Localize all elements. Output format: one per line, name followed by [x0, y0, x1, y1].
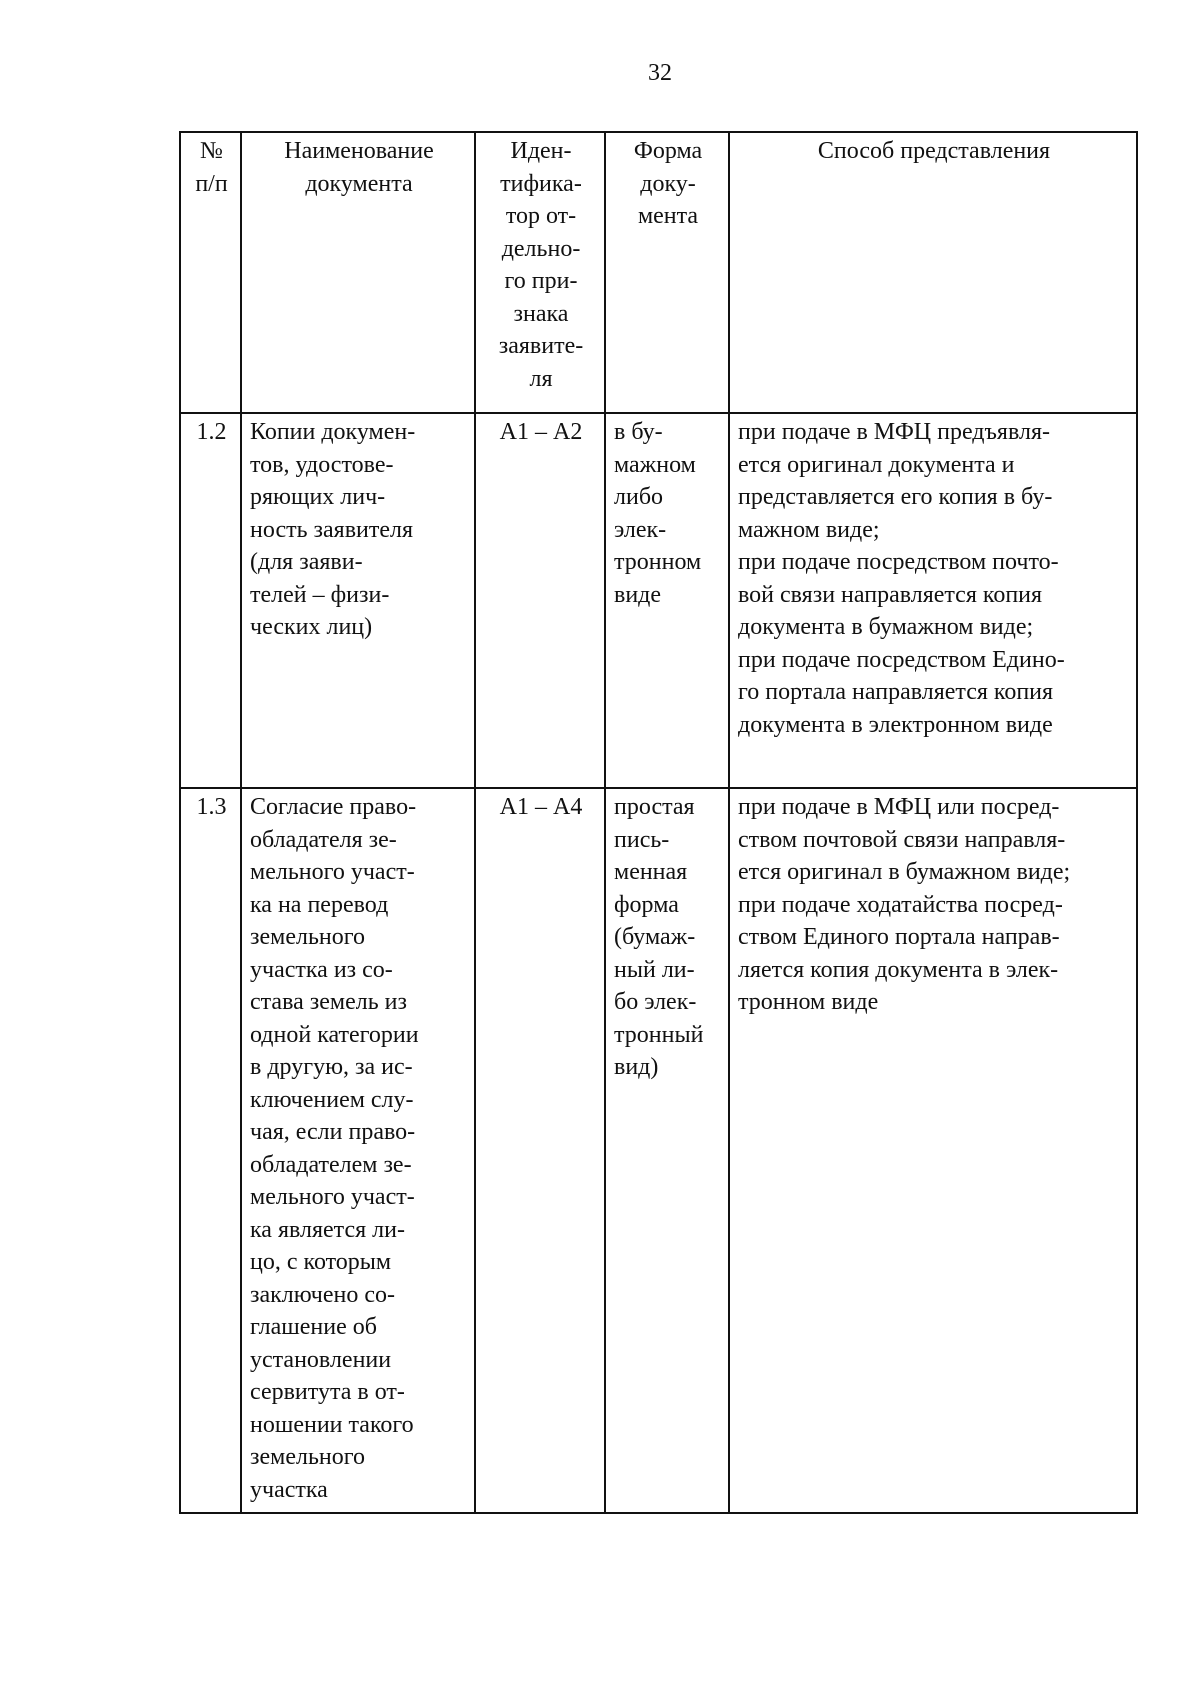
table-row	[180, 788, 1137, 1513]
row-identifier: А1 – А4	[475, 788, 605, 1513]
header-submission-method: Способ представления	[729, 132, 1137, 413]
header-document-name: Наименование документа	[241, 132, 475, 413]
table-header-row	[180, 132, 1137, 413]
documents-table	[179, 131, 1138, 1514]
row-document-form: простая пись- менная форма (бумаж- ный ли- бо элек- тронный вид)	[605, 788, 729, 1513]
header-document-form: Форма доку- мента	[605, 132, 729, 413]
row-identifier: А1 – А2	[475, 413, 605, 788]
row-document-form: в бу- мажном либо элек- тронном виде	[605, 413, 729, 788]
page-number: 32	[648, 60, 672, 86]
row-submission-method: при подаче в МФЦ предъявля- ется оригинал документа и представляется его копия в бу- мажном виде; при подаче посредством почто- вой связи направляется копия документа в бумажном виде; при подаче посредством Едино- го портала направляется копия документа в электронном виде	[729, 413, 1137, 788]
table-row	[180, 413, 1137, 788]
row-submission-method: при подаче в МФЦ или посред- ством почтовой связи направля- ется оригинал в бумажном виде; при подаче ходатайства посред- ством Единого портала направ- ляется копия документа в элек- тронном виде	[729, 788, 1137, 1513]
row-number: 1.3	[180, 788, 241, 1513]
row-number: 1.2	[180, 413, 241, 788]
row-document-name: Копии докумен- тов, удостове- ряющих лич- ность заявителя (для заяви- телей – физи- ческих лиц)	[241, 413, 475, 788]
header-applicant-identifier: Иден- тифика- тор от- дельно- го при- знака заявите- ля	[475, 132, 605, 413]
row-document-name: Согласие право- обладателя зе- мельного участ- ка на перевод земельного участка из со- става земель из одной категории в другую, за ис- ключением слу- чая, если право- обладателем зе- мельного участ- ка является ли- цо, с которым заключено со- глашение об установлении сервитута в от- ношении такого земельного участка	[241, 788, 475, 1513]
header-number: № п/п	[180, 132, 241, 413]
